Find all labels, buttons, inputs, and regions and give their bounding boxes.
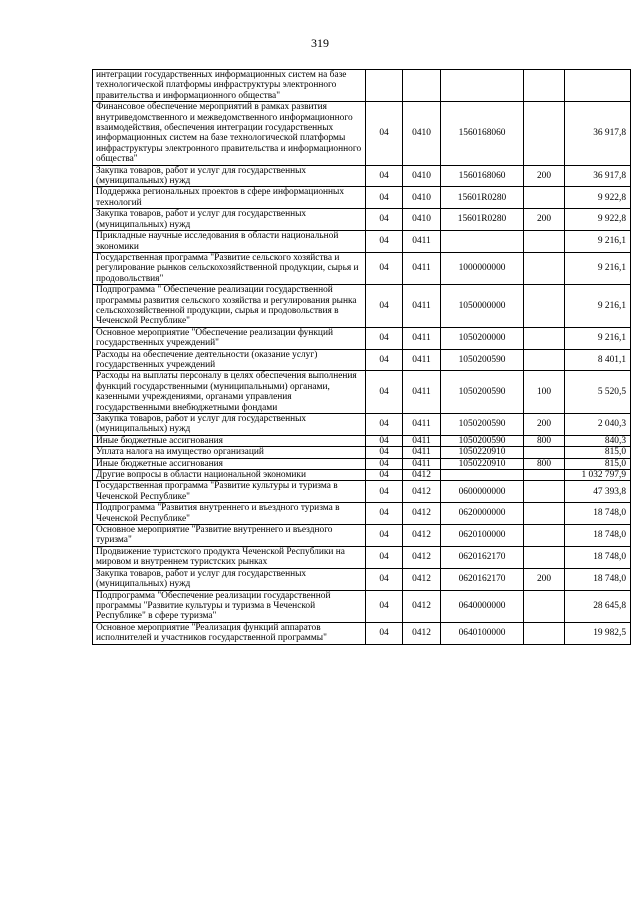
amount-cell: 36 917,8 (565, 102, 631, 165)
table-row (93, 546, 631, 568)
expense-type-cell (524, 252, 565, 284)
amount-cell: 9 216,1 (565, 285, 631, 328)
expense-type-cell (524, 349, 565, 371)
amount-cell: 815,0 (565, 458, 631, 469)
table-row (93, 435, 631, 446)
section-code-cell: 04 (366, 285, 403, 328)
expense-name-cell: Закупка товаров, работ и услуг для государственных (муниципальных) нужд (93, 568, 366, 590)
expense-type-cell: 200 (524, 165, 565, 187)
table-row (93, 70, 631, 102)
amount-cell: 9 216,1 (565, 327, 631, 349)
table-row (93, 187, 631, 209)
section-code-cell: 04 (366, 209, 403, 231)
target-article-cell: 1050200590 (441, 414, 524, 436)
target-article-cell: 0620162170 (441, 546, 524, 568)
subsection-code-cell: 0412 (403, 546, 441, 568)
amount-cell: 18 748,0 (565, 525, 631, 547)
table-row (93, 349, 631, 371)
table-row (93, 327, 631, 349)
section-code-cell: 04 (366, 371, 403, 414)
target-article-cell: 1050000000 (441, 285, 524, 328)
target-article-cell: 0620162170 (441, 568, 524, 590)
expense-name-cell: Основное мероприятие "Обеспечение реализации функций государственных учреждений" (93, 327, 366, 349)
amount-cell: 18 748,0 (565, 503, 631, 525)
target-article-cell: 0620100000 (441, 525, 524, 547)
page-number: 319 (311, 36, 329, 50)
expense-type-cell (524, 187, 565, 209)
table-row (93, 590, 631, 622)
amount-cell: 5 520,5 (565, 371, 631, 414)
section-code-cell: 04 (366, 102, 403, 165)
section-code-cell (366, 70, 403, 102)
table-row (93, 165, 631, 187)
amount-cell: 815,0 (565, 447, 631, 458)
expense-name-cell: Уплата налога на имущество организаций (93, 447, 366, 458)
budget-table (92, 69, 631, 645)
expense-name-cell: Закупка товаров, работ и услуг для государственных (муниципальных) нужд (93, 165, 366, 187)
expense-type-cell (524, 470, 565, 481)
expense-name-cell: Поддержка региональных проектов в сфере информационных технологий (93, 187, 366, 209)
subsection-code-cell: 0410 (403, 102, 441, 165)
table-row (93, 470, 631, 481)
section-code-cell: 04 (366, 622, 403, 644)
table-row (93, 568, 631, 590)
expense-type-cell (524, 481, 565, 503)
expense-name-cell: Государственная программа "Развитие сельского хозяйства и регулирование рынков сельскохозяйственной продукции, сырья и продовольствия" (93, 252, 366, 284)
amount-cell: 8 401,1 (565, 349, 631, 371)
subsection-code-cell: 0411 (403, 447, 441, 458)
amount-cell: 47 393,8 (565, 481, 631, 503)
subsection-code-cell: 0411 (403, 327, 441, 349)
expense-name-cell: интеграции государственных информационных систем на базе технологической платформы инфраструктуры электронного правительства и информационного общества" (93, 70, 366, 102)
expense-type-cell (524, 285, 565, 328)
expense-name-cell: Продвижение туристского продукта Чеченской Республики на мировом и внутреннем туристских рынках (93, 546, 366, 568)
table-row (93, 458, 631, 469)
target-article-cell: 1560168060 (441, 165, 524, 187)
target-article-cell: 15601R0280 (441, 187, 524, 209)
section-code-cell: 04 (366, 187, 403, 209)
section-code-cell: 04 (366, 470, 403, 481)
amount-cell: 1 032 797,9 (565, 470, 631, 481)
expense-name-cell: Подпрограмма "Развития внутреннего и въездного туризма в Чеченской Республике" (93, 503, 366, 525)
expense-type-cell: 800 (524, 435, 565, 446)
amount-cell: 9 922,8 (565, 209, 631, 231)
table-row (93, 414, 631, 436)
amount-cell (565, 70, 631, 102)
amount-cell: 840,3 (565, 435, 631, 446)
target-article-cell: 1050200590 (441, 435, 524, 446)
amount-cell: 9 216,1 (565, 252, 631, 284)
target-article-cell: 1000000000 (441, 252, 524, 284)
subsection-code-cell: 0412 (403, 590, 441, 622)
table-row (93, 209, 631, 231)
target-article-cell: 1050200000 (441, 327, 524, 349)
expense-type-cell: 200 (524, 568, 565, 590)
expense-type-cell (524, 231, 565, 253)
section-code-cell: 04 (366, 447, 403, 458)
target-article-cell: 1560168060 (441, 102, 524, 165)
table-row (93, 525, 631, 547)
table-row (93, 252, 631, 284)
expense-name-cell: Подпрограмма "Обеспечение реализации государственной программы "Развитие культуры и туризма в Чеченской Республике" в сфере туризма" (93, 590, 366, 622)
subsection-code-cell: 0412 (403, 503, 441, 525)
expense-name-cell: Закупка товаров, работ и услуг для государственных (муниципальных) нужд (93, 414, 366, 436)
subsection-code-cell: 0411 (403, 458, 441, 469)
section-code-cell: 04 (366, 231, 403, 253)
target-article-cell: 0600000000 (441, 481, 524, 503)
subsection-code-cell: 0411 (403, 285, 441, 328)
subsection-code-cell: 0410 (403, 187, 441, 209)
subsection-code-cell: 0412 (403, 470, 441, 481)
expense-type-cell (524, 622, 565, 644)
subsection-code-cell: 0410 (403, 165, 441, 187)
section-code-cell: 04 (366, 252, 403, 284)
section-code-cell: 04 (366, 349, 403, 371)
expense-type-cell (524, 503, 565, 525)
expense-name-cell: Закупка товаров, работ и услуг для государственных (муниципальных) нужд (93, 209, 366, 231)
section-code-cell: 04 (366, 458, 403, 469)
table-row (93, 622, 631, 644)
section-code-cell: 04 (366, 525, 403, 547)
subsection-code-cell: 0411 (403, 435, 441, 446)
table-row (93, 231, 631, 253)
section-code-cell: 04 (366, 590, 403, 622)
expense-type-cell: 800 (524, 458, 565, 469)
amount-cell: 18 748,0 (565, 546, 631, 568)
target-article-cell: 0640100000 (441, 622, 524, 644)
amount-cell: 19 982,5 (565, 622, 631, 644)
table-row (93, 447, 631, 458)
expense-name-cell: Государственная программа "Развитие культуры и туризма в Чеченской Республике" (93, 481, 366, 503)
table-row (93, 102, 631, 165)
subsection-code-cell: 0412 (403, 525, 441, 547)
expense-name-cell: Другие вопросы в области национальной экономики (93, 470, 366, 481)
table-row (93, 371, 631, 414)
subsection-code-cell: 0412 (403, 622, 441, 644)
table-row (93, 503, 631, 525)
target-article-cell: 15601R0280 (441, 209, 524, 231)
subsection-code-cell: 0412 (403, 568, 441, 590)
target-article-cell: 0620000000 (441, 503, 524, 525)
subsection-code-cell: 0410 (403, 209, 441, 231)
expense-type-cell (524, 546, 565, 568)
target-article-cell (441, 70, 524, 102)
target-article-cell: 1050200590 (441, 371, 524, 414)
subsection-code-cell: 0411 (403, 349, 441, 371)
subsection-code-cell (403, 70, 441, 102)
section-code-cell: 04 (366, 503, 403, 525)
expense-name-cell: Расходы на обеспечение деятельности (оказание услуг) государственных учреждений (93, 349, 366, 371)
amount-cell: 28 645,8 (565, 590, 631, 622)
target-article-cell: 1050200590 (441, 349, 524, 371)
table-row (93, 481, 631, 503)
amount-cell: 9 216,1 (565, 231, 631, 253)
expense-type-cell: 100 (524, 371, 565, 414)
section-code-cell: 04 (366, 546, 403, 568)
section-code-cell: 04 (366, 165, 403, 187)
expense-type-cell: 200 (524, 209, 565, 231)
target-article-cell: 1050220910 (441, 458, 524, 469)
section-code-cell: 04 (366, 435, 403, 446)
expense-type-cell (524, 525, 565, 547)
table-row (93, 285, 631, 328)
expense-name-cell: Иные бюджетные ассигнования (93, 458, 366, 469)
section-code-cell: 04 (366, 327, 403, 349)
target-article-cell: 1050220910 (441, 447, 524, 458)
section-code-cell: 04 (366, 568, 403, 590)
expense-type-cell (524, 70, 565, 102)
expense-type-cell (524, 327, 565, 349)
subsection-code-cell: 0411 (403, 414, 441, 436)
expense-name-cell: Финансовое обеспечение мероприятий в рамках развития внутриведомственного и межведомственного информационного взаимодействия, обеспечения интеграции государственных информационных систем на базе технологической платформы инфраструктуры электронного правительства и информационного общества" (93, 102, 366, 165)
subsection-code-cell: 0412 (403, 481, 441, 503)
target-article-cell (441, 231, 524, 253)
expense-name-cell: Расходы на выплаты персоналу в целях обеспечения выполнения функций государственными (муниципальными) органами, казенными учреждениями, органами управления государственными внебюджетными фондами (93, 371, 366, 414)
expense-type-cell (524, 590, 565, 622)
subsection-code-cell: 0411 (403, 231, 441, 253)
expense-type-cell: 200 (524, 414, 565, 436)
subsection-code-cell: 0411 (403, 371, 441, 414)
amount-cell: 9 922,8 (565, 187, 631, 209)
target-article-cell (441, 470, 524, 481)
subsection-code-cell: 0411 (403, 252, 441, 284)
expense-name-cell: Прикладные научные исследования в области национальной экономики (93, 231, 366, 253)
expense-name-cell: Основное мероприятие "Развитие внутреннего и въездного туризма" (93, 525, 366, 547)
amount-cell: 2 040,3 (565, 414, 631, 436)
amount-cell: 36 917,8 (565, 165, 631, 187)
expense-name-cell: Основное мероприятие "Реализация функций аппаратов исполнителей и участников государственной программы" (93, 622, 366, 644)
expense-name-cell: Подпрограмма " Обеспечение реализации государственной программы развития сельского хозяйства и регулирования рынка сельскохозяйственной продукции, сырья и продовольствия в Чеченской Республике" (93, 285, 366, 328)
section-code-cell: 04 (366, 481, 403, 503)
expense-name-cell: Иные бюджетные ассигнования (93, 435, 366, 446)
amount-cell: 18 748,0 (565, 568, 631, 590)
section-code-cell: 04 (366, 414, 403, 436)
expense-type-cell (524, 102, 565, 165)
expense-type-cell (524, 447, 565, 458)
target-article-cell: 0640000000 (441, 590, 524, 622)
